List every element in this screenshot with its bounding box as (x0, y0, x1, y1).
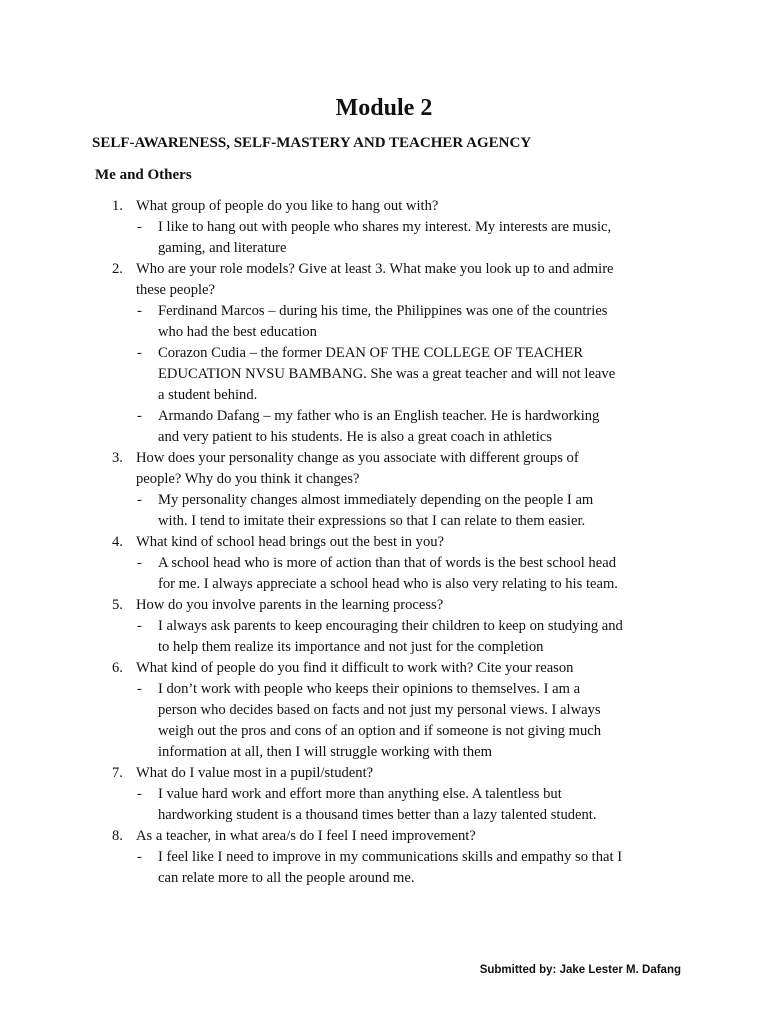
answer-line: I value hard work and effort more than anything else. A talentless but (158, 786, 562, 802)
answer-dash: - (137, 303, 142, 319)
answer-line: I like to hang out with people who shares my interest. My interests are music, (158, 219, 612, 235)
question-text (136, 448, 681, 490)
question-text (136, 763, 681, 784)
answer-line: I feel like I need to improve in my communications skills and empathy so that I (158, 849, 623, 865)
answer-line: Armando Dafang – my father who is an English teacher. He is hardworking (158, 408, 600, 424)
question-number: 1. (112, 198, 123, 214)
answer-item (0, 301, 768, 343)
question-number: 8. (112, 828, 123, 844)
question-text (136, 595, 681, 616)
answer-line: gaming, and literature (158, 240, 287, 256)
question-line: these people? (136, 282, 216, 298)
answer-line: for me. I always appreciate a school head who is also very relating to his team. (158, 576, 618, 592)
answer-line: who had the best education (158, 324, 317, 340)
question-number: 5. (112, 597, 123, 613)
question-number: 4. (112, 534, 123, 550)
answer-text (158, 490, 686, 532)
section-heading: Me and Others (95, 167, 192, 183)
answer-dash: - (137, 555, 142, 571)
answer-dash: - (137, 345, 142, 361)
answer-line: and very patient to his students. He is also a great coach in athletics (158, 429, 552, 445)
question-line: What group of people do you like to hang out with? (136, 198, 439, 214)
answer-line: Corazon Cudia – the former DEAN OF THE COLLEGE OF TEACHER (158, 345, 584, 361)
page-title: Module 2 (335, 95, 433, 121)
answer-line: I don’t work with people who keeps their opinions to themselves. I am a (158, 681, 581, 697)
question-line: people? Why do you think it changes? (136, 471, 360, 487)
answer-dash: - (137, 408, 142, 424)
question-text (136, 532, 681, 553)
question-item (0, 658, 768, 763)
module-subtitle: SELF-AWARENESS, SELF-MASTERY AND TEACHER AGENCY (92, 135, 532, 151)
question-text (136, 259, 681, 301)
question-item (0, 196, 768, 259)
answer-item (0, 217, 768, 259)
answer-item (0, 553, 768, 595)
answer-line: information at all, then I will struggle working with them (158, 744, 492, 760)
question-line: How do you involve parents in the learning process? (136, 597, 444, 613)
answer-line: a student behind. (158, 387, 258, 403)
question-item (0, 763, 768, 826)
answer-dash: - (137, 219, 142, 235)
question-text (136, 658, 681, 679)
answer-line: EDUCATION NVSU BAMBANG. She was a great teacher and will not leave (158, 366, 616, 382)
answer-text (158, 616, 686, 658)
answer-item (0, 406, 768, 448)
answer-line: I always ask parents to keep encouraging their children to keep on studying and (158, 618, 623, 634)
question-list (0, 196, 768, 889)
answer-item (0, 490, 768, 532)
answer-item (0, 343, 768, 406)
answer-line: Ferdinand Marcos – during his time, the Philippines was one of the countries (158, 303, 608, 319)
answer-text (158, 406, 686, 448)
answer-dash: - (137, 492, 142, 508)
question-text (136, 196, 681, 217)
answer-line: A school head who is more of action than that of words is the best school head (158, 555, 616, 571)
answer-dash: - (137, 618, 142, 634)
answer-line: My personality changes almost immediately depending on the people I am (158, 492, 594, 508)
answer-text (158, 847, 686, 889)
question-line: What kind of school head brings out the best in you? (136, 534, 445, 550)
answer-dash: - (137, 786, 142, 802)
question-item (0, 826, 768, 889)
question-number: 3. (112, 450, 123, 466)
answer-dash: - (137, 849, 142, 865)
answer-text (158, 343, 686, 406)
answer-text (158, 784, 686, 826)
question-item (0, 595, 768, 658)
question-text (136, 826, 681, 847)
question-line: What do I value most in a pupil/student? (136, 765, 374, 781)
question-item (0, 532, 768, 595)
answer-line: to help them realize its importance and not just for the completion (158, 639, 544, 655)
answer-line: can relate more to all the people around me. (158, 870, 415, 886)
question-line: Who are your role models? Give at least 3. What make you look up to and admire (136, 261, 614, 277)
question-line: What kind of people do you find it difficult to work with? Cite your reason (136, 660, 574, 676)
question-number: 6. (112, 660, 123, 676)
answer-text (158, 553, 686, 595)
submitted-by: Submitted by: Jake Lester M. Dafang (479, 964, 681, 976)
question-line: As a teacher, in what area/s do I feel I need improvement? (136, 828, 476, 844)
answer-dash: - (137, 681, 142, 697)
answer-item (0, 847, 768, 889)
answer-text (158, 217, 686, 259)
answer-item (0, 679, 768, 763)
question-number: 2. (112, 261, 123, 277)
answer-item (0, 784, 768, 826)
question-number: 7. (112, 765, 123, 781)
question-item (0, 259, 768, 448)
answer-line: person who decides based on facts and not just my personal views. I always (158, 702, 601, 718)
answer-text (158, 679, 686, 763)
question-line: How does your personality change as you associate with different groups of (136, 450, 579, 466)
question-item (0, 448, 768, 532)
answer-line: weigh out the pros and cons of an option and if someone is not giving much (158, 723, 602, 739)
answer-text (158, 301, 686, 343)
answer-line: with. I tend to imitate their expressions so that I can relate to them easier. (158, 513, 586, 529)
answer-item (0, 616, 768, 658)
answer-line: hardworking student is a thousand times better than a lazy talented student. (158, 807, 597, 823)
